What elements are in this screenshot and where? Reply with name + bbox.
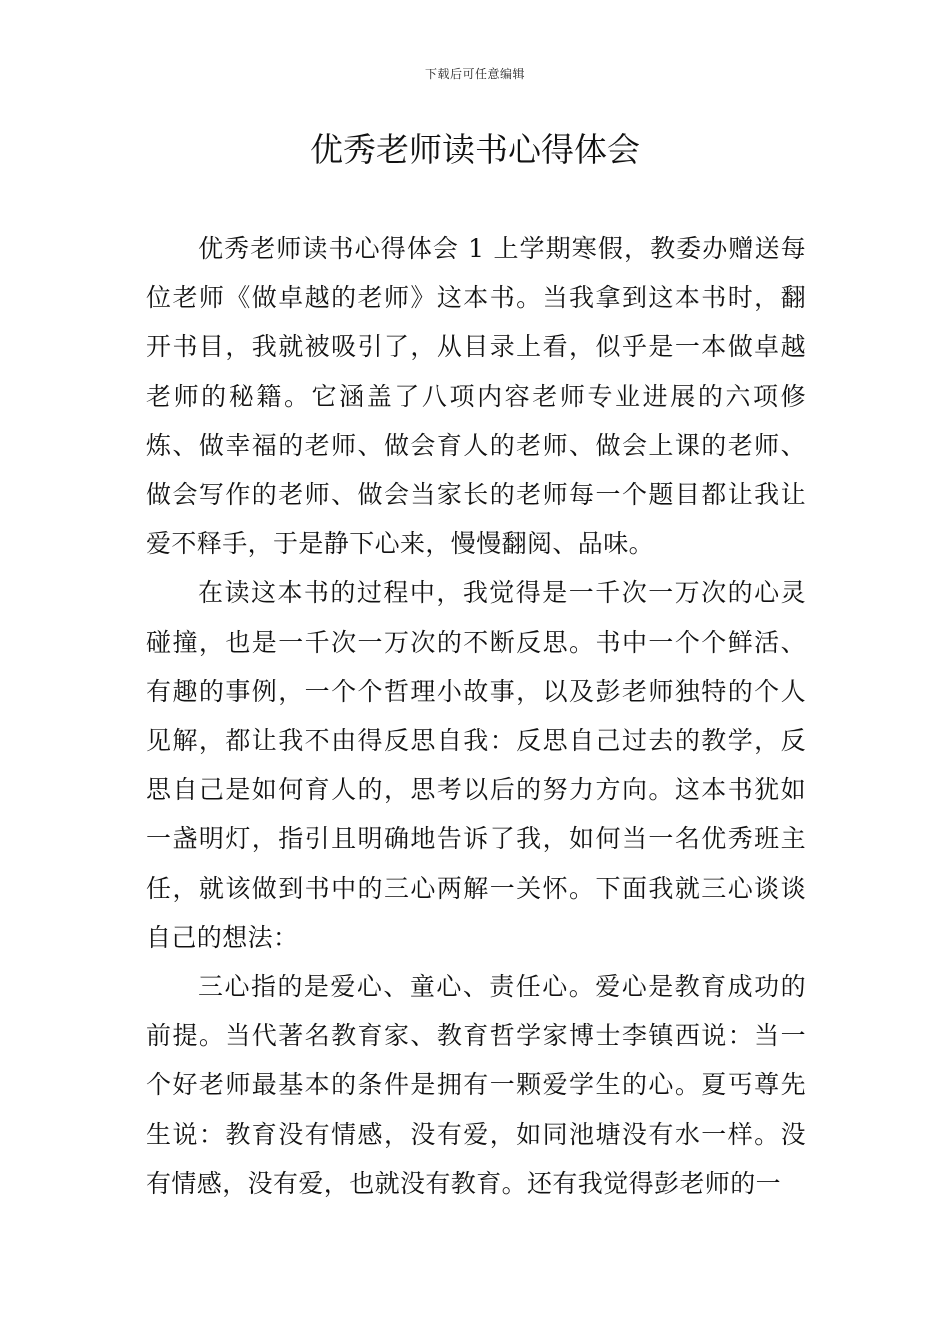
paragraph-3: 三心指的是爱心、童心、责任心。爱心是教育成功的前提。当代著名教育家、教育哲学家博士李镇西说：当一个好老师最基本的条件是拥有一颗爱学生的心。夏丐尊先生说：教育没有情感，没有爱，如同池塘没有水一样。没有情感，没有爱，也就没有教育。还有我觉得彭老师的一: [146, 972, 806, 1198]
document-body: [146, 224, 806, 1208]
header-note: 下载后可任意编辑: [424, 67, 525, 81]
paragraph-1: 优秀老师读书心得体会 1 上学期寒假，教委办赠送每位老师《做卓越的老师》这本书。当我拿到这本书时，翻开书目，我就被吸引了，从目录上看，似乎是一本做卓越老师的秘籍。它涵盖了八项内容老师专业进展的六项修炼、做幸福的老师、做会育人的老师、做会上课的老师、做会写作的老师、做会当家长的老师每一个题目都让我让爱不释手，于是静下心来，慢慢翻阅、品味。: [146, 234, 806, 559]
paragraph-2: 在读这本书的过程中，我觉得是一千次一万次的心灵碰撞，也是一千次一万次的不断反思。书中一个个鲜活、有趣的事例，一个个哲理小故事，以及彭老师独特的个人见解，都让我不由得反思自我：反思自己过去的教学，反思自己是如何育人的，思考以后的努力方向。这本书犹如一盏明灯，指引且明确地告诉了我，如何当一名优秀班主任，就该做到书中的三心两解一关怀。下面我就三心谈谈自己的想法：: [146, 578, 806, 952]
document-title: 优秀老师读书心得体会: [310, 130, 640, 169]
